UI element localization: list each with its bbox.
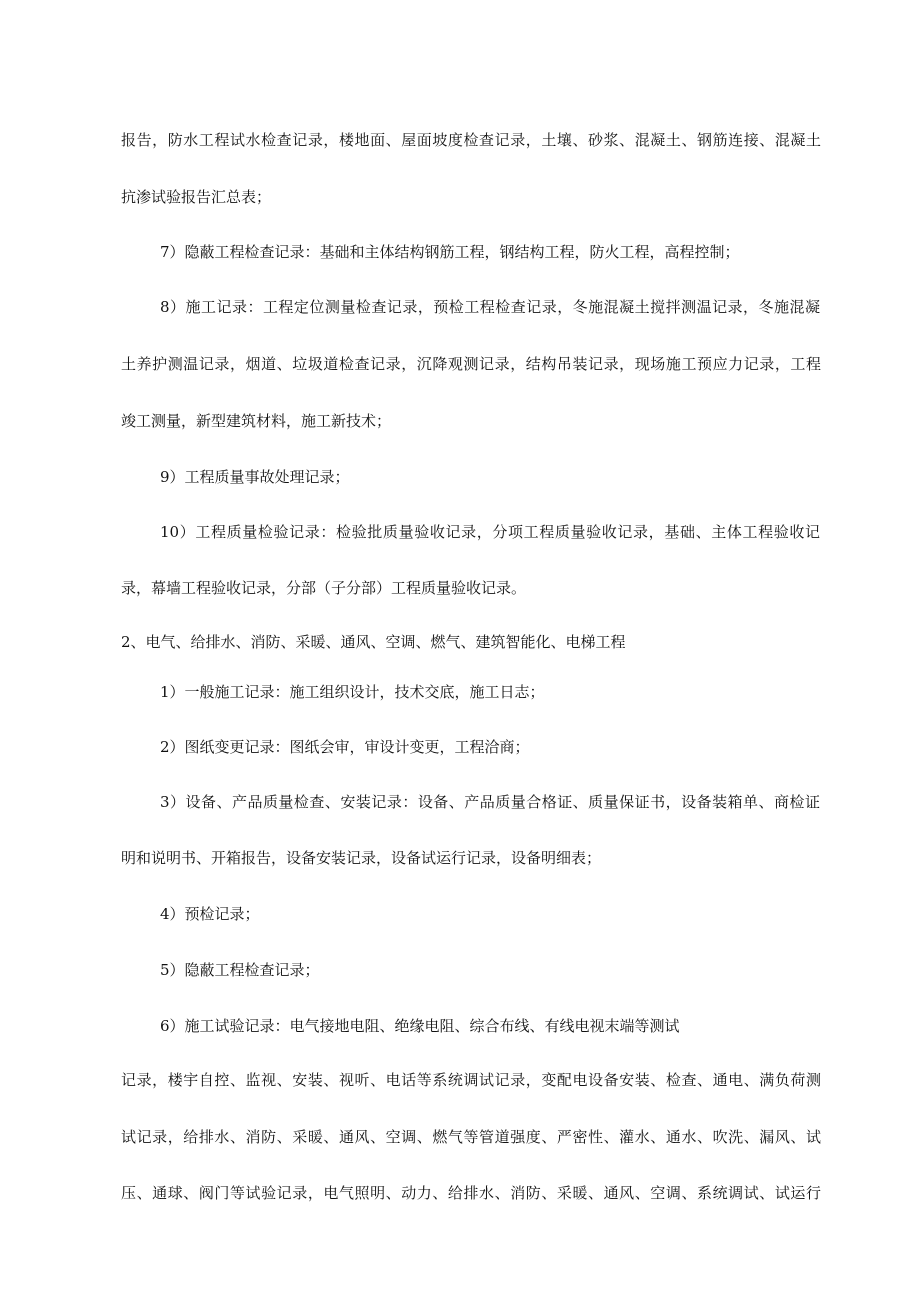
text-line: 4）预检记录； <box>160 905 260 923</box>
text-line: 9）工程质量事故处理记录； <box>160 468 350 486</box>
text-line: 试记录，给排水、消防、采暖、通风、空调、燃气等管道强度、严密性、灌水、通水、吹洗、漏风、试 <box>121 1128 821 1146</box>
text-line: 8）施工记录：工程定位测量检查记录，预检工程检查记录，冬施混凝土搅拌测温记录，冬施混凝 <box>160 298 820 316</box>
text-line: 压、通球、阀门等试验记录，电气照明、动力、给排水、消防、采暖、通风、空调、系统调试、试运行 <box>121 1184 821 1202</box>
text-line: 3）设备、产品质量检查、安装记录：设备、产品质量合格证、质量保证书，设备装箱单、商检证 <box>160 793 820 811</box>
text-line: 5）隐蔽工程检查记录； <box>160 961 320 979</box>
text-line: 竣工测量，新型建筑材料，施工新技术； <box>121 412 392 430</box>
text-line: 2）图纸变更记录：图纸会审，审设计变更，工程洽商； <box>160 738 530 756</box>
text-line: 6）施工试验记录：电气接地电阻、绝缘电阻、综合布线、有线电视末端等测试 <box>160 1017 680 1035</box>
text-line: 抗渗试验报告汇总表； <box>121 188 272 206</box>
text-line: 土养护测温记录，烟道、垃圾道检查记录，沉降观测记录，结构吊装记录，现场施工预应力记录，工程 <box>121 355 821 373</box>
text-line: 7）隐蔽工程检查记录：基础和主体结构钢筋工程，钢结构工程，防火工程，高程控制； <box>160 243 740 261</box>
text-line: 录，幕墙工程验收记录，分部（子分部）工程质量验收记录。 <box>121 579 527 597</box>
section-heading: 2、电气、给排水、消防、采暖、通风、空调、燃气、建筑智能化、电梯工程 <box>121 633 626 651</box>
text-line: 10）工程质量检验记录：检验批质量验收记录，分项工程质量验收记录，基础、主体工程验收记 <box>160 523 820 541</box>
text-line: 1）一般施工记录：施工组织设计，技术交底，施工日志； <box>160 683 545 701</box>
text-line: 明和说明书、开箱报告，设备安装记录，设备试运行记录，设备明细表； <box>121 849 602 867</box>
text-line: 记录，楼宇自控、监视、安装、视听、电话等系统调试记录，变配电设备安装、检查、通电、满负荷测 <box>121 1071 821 1089</box>
text-line: 报告，防水工程试水检查记录，楼地面、屋面坡度检查记录，土壤、砂浆、混凝土、钢筋连接、混凝土 <box>121 131 821 149</box>
